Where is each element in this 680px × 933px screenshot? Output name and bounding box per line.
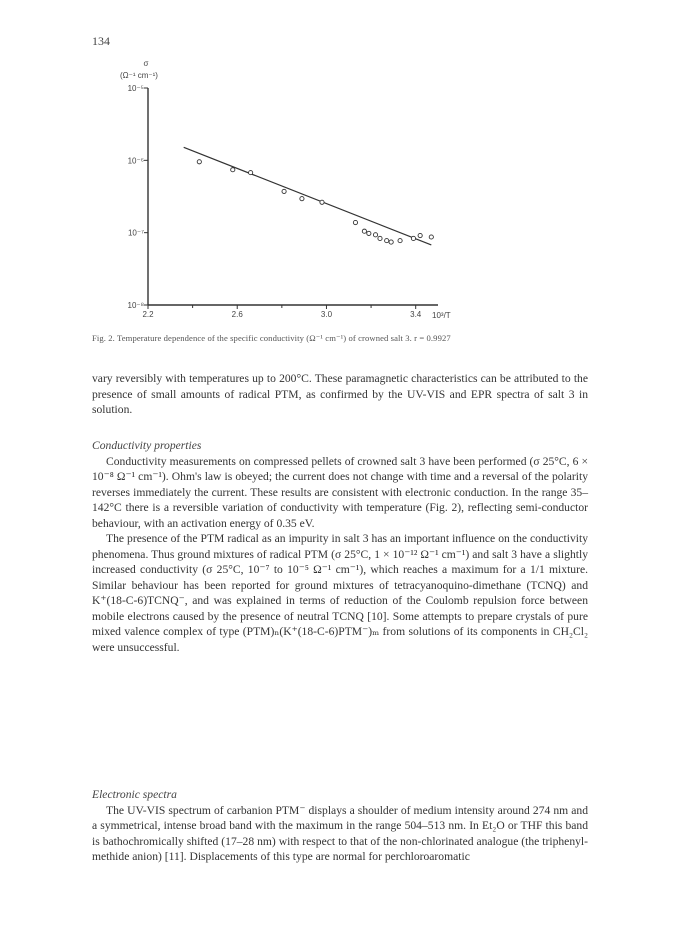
data-point — [373, 233, 377, 237]
data-point — [197, 160, 201, 164]
data-point — [378, 236, 382, 240]
y-axis-units: (Ω⁻¹ cm⁻¹) — [120, 71, 158, 80]
conductivity-section — [92, 438, 588, 655]
data-point — [231, 168, 235, 172]
conductivity-chart — [0, 0, 680, 330]
data-point — [429, 235, 433, 239]
x-axis-label: 10³/T — [432, 311, 451, 320]
figure-2 — [0, 0, 680, 330]
x-tick-label: 2.2 — [142, 310, 154, 319]
y-tick-label: 10⁻⁷ — [127, 228, 144, 238]
chart-fit-line-group — [184, 147, 432, 245]
page-number: 134 — [92, 34, 110, 48]
x-tick-label: 3.4 — [410, 310, 422, 319]
y-axis-symbol: σ — [143, 59, 149, 68]
data-point — [398, 239, 402, 243]
x-tick-label: 2.6 — [231, 310, 243, 319]
data-point — [300, 197, 304, 201]
intro-paragraph — [92, 371, 588, 418]
y-tick-label: 10⁻⁶ — [127, 156, 144, 166]
conductivity-paragraph-2: The presence of the PTM radical as an impurity in salt 3 has an important influence on the conductivity phenomena. Thus ground mixtures of radical PTM (σ 25°C, 1 × 10⁻¹² Ω⁻¹ cm⁻¹) and salt 3 have a slightly increased conductivity (σ 25°C, 10⁻⁷ to 10⁻⁵ Ω⁻¹ cm⁻¹), which reaches a maximum for a 1/1 mixture. Similar behaviour has been reported for ground mixtures of tetracyanoquino-dimethane (TCNQ) and K⁺(18-C-6)TCNQ⁻, and was explained in terms of reduction of the Coulomb repulsion force between mobile electrons caused by the presence of neutral TCNQ [10]. Some attempts to prepare crystals of pure mixed valence complex of type (PTM)ₙ(K⁺(18-C-6)PTM⁻)ₘ from solutions of its components in CH₂Cl₂ were unsuccessful. — [92, 532, 588, 654]
data-point — [249, 171, 253, 175]
chart-ticks — [128, 84, 422, 319]
electronic-paragraph-1: The UV-VIS spectrum of carbanion PTM⁻ displays a shoulder of medium intensity around 274 nm and a symmetrical, intense broad band with the maximum in the range 504–513 nm. In Et₂O or THF this band is bathochromically shifted (17–28 nm) with respect to that of the non-chlorinated analogue (the triphenyl-methide anion) [11]. Displacements of this type are normal for perchloroaromatic — [92, 803, 588, 863]
data-point — [411, 236, 415, 240]
data-point — [389, 240, 393, 244]
data-point — [385, 239, 389, 243]
x-tick-label: 3.0 — [320, 310, 333, 319]
data-point — [367, 231, 371, 235]
data-point — [418, 233, 422, 237]
data-point — [320, 200, 324, 204]
data-point — [362, 229, 366, 233]
figure-caption: Fig. 2. Temperature dependence of the specific conductivity (Ω⁻¹ cm⁻¹) of crowned salt 3. r = 0.9927 — [92, 333, 451, 343]
chart-axes — [148, 88, 438, 305]
conductivity-paragraph-1: Conductivity measurements on compressed pellets of crowned salt 3 have been performed (σ 25°C, 6 × 10⁻⁸ Ω⁻¹ cm⁻¹). Ohm's law is obeyed; the current does not change with time and a reversal of the polarity reverses immediately the current. These results are consistent with electronic conduction. In the range 35–142°C there is a reversible variation of conductivity with temperature (Fig. 2), reflecting semi-conductor behaviour, with an activation energy of 0.35 eV. — [92, 454, 588, 530]
fit-line — [184, 147, 432, 245]
conductivity-heading: Conductivity properties — [92, 439, 202, 452]
data-point — [282, 189, 286, 193]
intro-text: vary reversibly with temperatures up to 200°C. These paramagnetic characteristics can be attributed to the presence of small amounts of radical PTM, as confirmed by the UV-VIS and EPR spectra of salt 3 in solution. — [92, 372, 588, 416]
electronic-heading: Electronic spectra — [92, 788, 177, 801]
electronic-spectra-section — [92, 787, 588, 865]
data-point — [353, 220, 357, 224]
y-tick-label: 10⁻⁸ — [127, 301, 144, 310]
y-tick-label: 10⁻⁵ — [127, 84, 144, 93]
